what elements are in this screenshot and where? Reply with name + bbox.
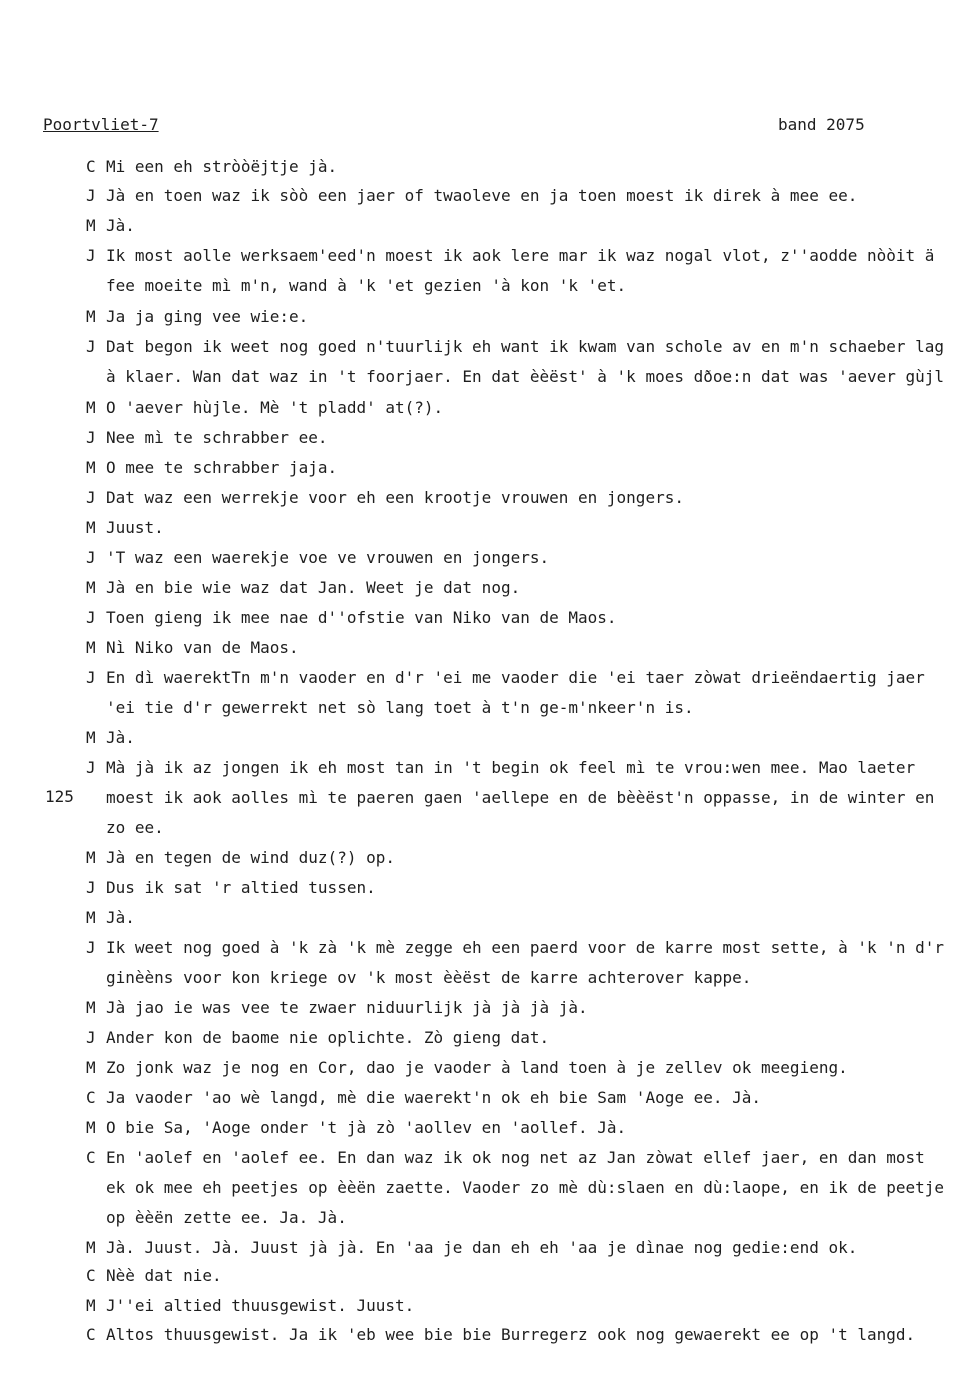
speaker-label: J [86, 428, 96, 447]
transcript-line [86, 938, 944, 957]
line-text: zo ee. [106, 818, 164, 837]
transcript-line [86, 398, 443, 417]
transcript-line [86, 216, 135, 235]
transcript-line [86, 548, 549, 567]
line-text: Nì Niko van de Maos. [106, 638, 299, 657]
line-text: ginèèns voor kon kriege ov 'k most èèëst de karre achterover kappe. [106, 968, 752, 987]
line-number-marker: 125 [45, 787, 74, 806]
line-text: Dat begon ik weet nog goed n'tuurlijk eh want ik kwam van schole av en m'n schaeber lag [106, 337, 945, 356]
speaker-label: J [86, 758, 96, 777]
speaker-label: M [86, 728, 96, 747]
line-text: Toen gieng ik mee nae d''ofstie van Niko van de Maos. [106, 608, 617, 627]
speaker-label: M [86, 908, 96, 927]
speaker-label: J [86, 548, 96, 567]
line-text: Jà en toen waz ik sòò een jaer of twaoleve en ja toen moest ik direk à mee ee. [106, 186, 858, 205]
speaker-label: M [86, 216, 96, 235]
line-text: O mee te schrabber jaja. [106, 458, 338, 477]
line-text: Juust. [106, 518, 164, 537]
speaker-label: J [86, 1028, 96, 1047]
line-text: fee moeite mì m'n, wand à 'k 'et gezien 'à kon 'k 'et. [106, 276, 627, 295]
transcript-line [86, 186, 857, 205]
line-text: O 'aever hùjle. Mè 't pladd' at(?). [106, 398, 444, 417]
line-text: Dus ik sat 'r altied tussen. [106, 878, 376, 897]
line-text: Mà jà ik az jongen ik eh most tan in 't begin ok feel mì te vrou:wen mee. Mao laeter [106, 758, 916, 777]
speaker-label: J [86, 938, 96, 957]
speaker-label: C [86, 157, 96, 176]
speaker-label: M [86, 398, 96, 417]
line-text: Dat waz een werrekje voor eh een krootje vrouwen en jongers. [106, 488, 684, 507]
speaker-label: M [86, 1058, 96, 1077]
transcript-line [86, 337, 944, 356]
line-text: Altos thuusgewist. Ja ik 'eb wee bie bie Burregerz ook nog gewaerekt ee op 't langd. [106, 1325, 916, 1344]
line-text: Jà. [106, 728, 135, 747]
transcript-line [106, 968, 751, 987]
line-text: J''ei altied thuusgewist. Juust. [106, 1296, 415, 1315]
speaker-label: J [86, 488, 96, 507]
line-text: Ja ja ging vee wie:e. [106, 307, 309, 326]
transcript-line [86, 307, 308, 326]
transcript-line [86, 428, 328, 447]
speaker-label: C [86, 1088, 96, 1107]
speaker-label: J [86, 186, 96, 205]
transcript-line [86, 488, 684, 507]
line-text: Zo jonk waz je nog en Cor, dao je vaoder à land toen à je zellev ok meegieng. [106, 1058, 848, 1077]
line-text: En dì waerektTn m'n vaoder en d'r 'ei me vaoder die 'ei taer zòwat drieëndaertig jaer [106, 668, 925, 687]
line-text: Jà. Juust. Jà. Juust jà jà. En 'aa je dan eh eh 'aa je dìnae nog gedie:end ok. [106, 1238, 858, 1257]
transcript-line [86, 608, 617, 627]
transcript-line [86, 1058, 848, 1077]
speaker-label: M [86, 998, 96, 1017]
transcript-line [86, 1088, 761, 1107]
speaker-label: M [86, 1296, 96, 1315]
line-text: En 'aolef en 'aolef ee. En dan waz ik ok nog net az Jan zòwat ellef jaer, en dan most [106, 1148, 925, 1167]
line-text: à klaer. Wan dat waz in 't foorjaer. En dat èèëst' à 'k moes dðoe:n dat was 'aever gùjl [106, 367, 945, 386]
line-text: Nèè dat nie. [106, 1266, 222, 1285]
transcript-line [86, 458, 337, 477]
speaker-label: J [86, 608, 96, 627]
line-text: op èèën zette ee. Ja. Jà. [106, 1208, 347, 1227]
transcript-line [86, 1148, 925, 1167]
transcript-line [86, 1325, 915, 1344]
line-text: ek ok mee eh peetjes op èèën zaette. Vaoder zo mè dù:slaen en dù:laope, en ik de peetje [106, 1178, 945, 1197]
transcript-line [86, 157, 337, 176]
line-text: Jà en bie wie waz dat Jan. Weet je dat nog. [106, 578, 521, 597]
line-text: Ander kon de baome nie oplichte. Zò gieng dat. [106, 1028, 550, 1047]
transcript-line [86, 638, 299, 657]
line-text: Jà. [106, 216, 135, 235]
transcript-line [86, 998, 588, 1017]
speaker-label: J [86, 337, 96, 356]
transcript-line [86, 668, 925, 687]
transcript-line [106, 1208, 347, 1227]
line-text: Jà en tegen de wind duz(?) op. [106, 848, 395, 867]
speaker-label: M [86, 848, 96, 867]
transcript-line [106, 698, 694, 717]
transcript-line [86, 1266, 222, 1285]
speaker-label: J [86, 878, 96, 897]
transcript-line [86, 1118, 626, 1137]
line-text: Nee mì te schrabber ee. [106, 428, 328, 447]
band-number: band 2075 [778, 115, 865, 134]
transcript-line [86, 1238, 857, 1257]
line-text: Ja vaoder 'ao wè langd, mè die waerekt'n ok eh bie Sam 'Aoge ee. Jà. [106, 1088, 762, 1107]
transcript-line [86, 848, 395, 867]
speaker-label: C [86, 1148, 96, 1167]
speaker-label: J [86, 246, 96, 265]
transcript-line [86, 908, 135, 927]
transcript-line [86, 728, 135, 747]
transcript-line [106, 367, 944, 386]
line-text: 'ei tie d'r gewerrekt net sò lang toet à t'n ge-m'nkeer'n is. [106, 698, 694, 717]
line-text: Ik weet nog goed à 'k zà 'k mè zegge eh een paerd voor de karre most sette, à 'k 'n d'r [106, 938, 945, 957]
transcript-line [106, 818, 164, 837]
speaker-label: C [86, 1325, 96, 1344]
line-text: moest ik aok aolles mì te paeren gaen 'aellepe en de bèèëst'n oppasse, in de winter en [106, 788, 935, 807]
transcript-line [86, 518, 164, 537]
line-text: Mi een eh stròòëjtje jà. [106, 157, 338, 176]
transcript-line [86, 1296, 414, 1315]
speaker-label: M [86, 518, 96, 537]
speaker-label: M [86, 578, 96, 597]
line-text: O bie Sa, 'Aoge onder 't jà zò 'aollev en 'aollef. Jà. [106, 1118, 627, 1137]
transcript-line [86, 878, 376, 897]
transcript-line [86, 578, 520, 597]
speaker-label: C [86, 1266, 96, 1285]
speaker-label: M [86, 1238, 96, 1257]
transcript-line [106, 788, 934, 807]
page-title: Poortvliet-7 [43, 115, 159, 134]
transcript-line [86, 758, 915, 777]
speaker-label: M [86, 1118, 96, 1137]
speaker-label: M [86, 307, 96, 326]
transcript-line [106, 276, 626, 295]
speaker-label: J [86, 668, 96, 687]
line-text: Jà. [106, 908, 135, 927]
speaker-label: M [86, 638, 96, 657]
transcript-line [86, 1028, 549, 1047]
line-text: Jà jao ie was vee te zwaer niduurlijk jà jà jà jà. [106, 998, 588, 1017]
line-text: 'T waz een waerekje voe ve vrouwen en jongers. [106, 548, 550, 567]
transcript-line [106, 1178, 944, 1197]
transcript-line [86, 246, 934, 265]
line-text: Ik most aolle werksaem'eed'n moest ik aok lere mar ik waz nogal vlot, z''aodde nòòit ä [106, 246, 935, 265]
speaker-label: M [86, 458, 96, 477]
